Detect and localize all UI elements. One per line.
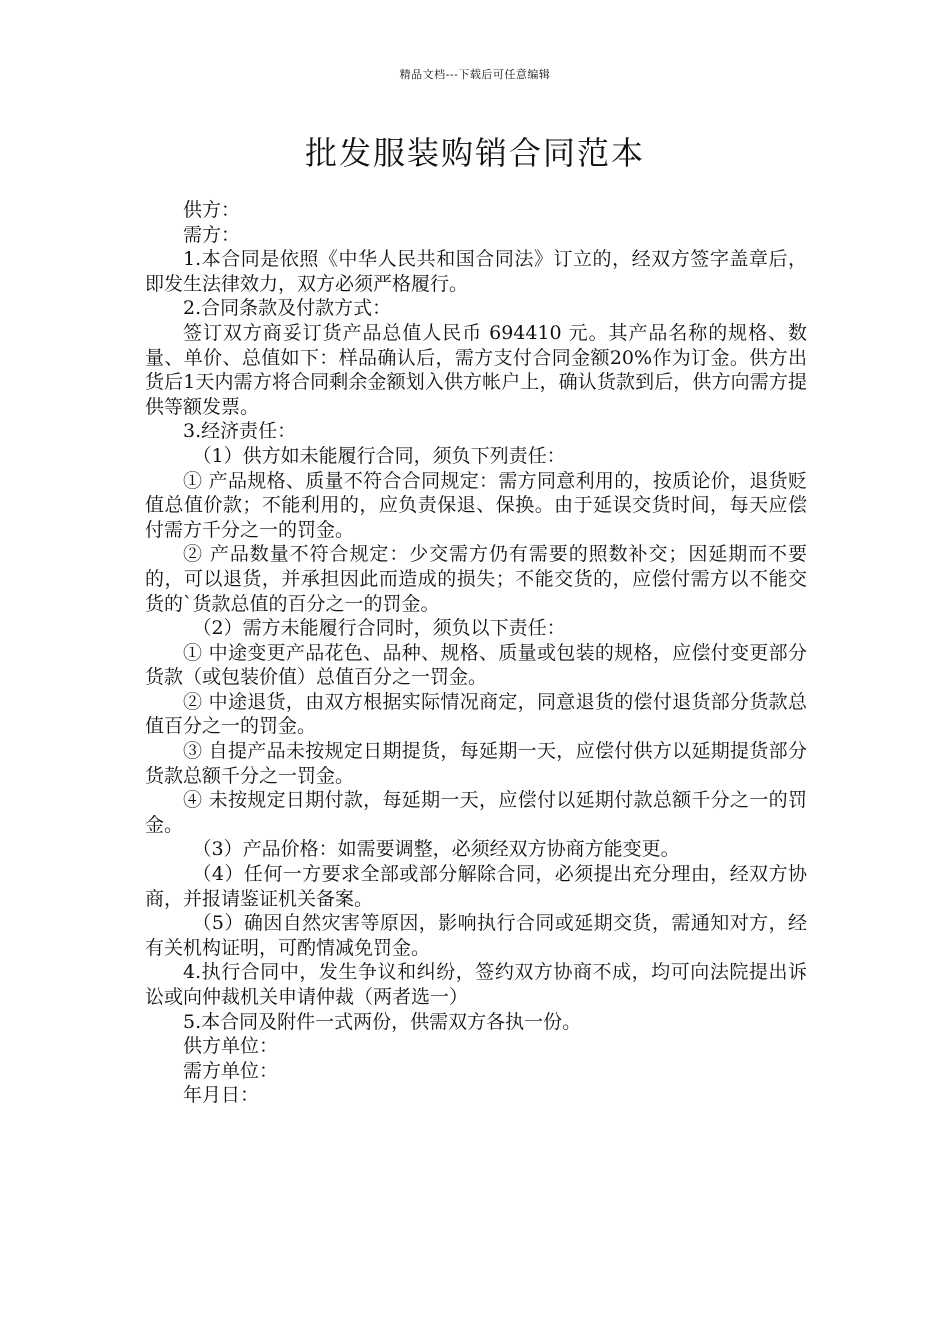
clause-3-2-item-4: ④ 未按规定日期付款，每延期一天，应偿付以延期付款总额千分之一的罚金。: [145, 789, 807, 836]
clause-3-4: （4）任何一方要求全部或部分解除合同，必须提出充分理由，经双方协商，并报请鉴证机关备案。: [145, 863, 807, 910]
clause-3-5: （5）确因自然灾害等原因，影响执行合同或延期交货，需通知对方，经有关机构证明，可酌情减免罚金。: [145, 912, 807, 959]
clause-3-2-item-3: ③ 自提产品未按规定日期提货，每延期一天，应偿付供方以延期提货部分货款总额千分之一罚金。: [145, 740, 807, 787]
clause-1: 1.本合同是依照《中华人民共和国合同法》订立的，经双方签字盖章后，即发生法律效力，双方必须严格履行。: [145, 248, 807, 295]
clause-2-heading: 2.合同条款及付款方式：: [183, 297, 392, 320]
clause-2-body: 签订双方商妥订货产品总值人民币 694410 元。其产品名称的规格、数量、单价、总值如下：样品确认后，需方支付合同金额20%作为订金。供方出货后1天内需方将合同剩余金额划入供方帐户上，确认货款到后，供方向需方提供等额发票。: [145, 321, 807, 418]
document-title: 批发服装购销合同范本: [304, 134, 645, 172]
header-note: 精品文档---下载后可任意编辑: [399, 68, 551, 81]
clause-4: 4.执行合同中，发生争议和纠纷，签约双方协商不成，均可向法院提出诉讼或向仲裁机关申请仲裁（两者选一）: [145, 961, 807, 1008]
buyer-unit-line: 需方单位：: [183, 1059, 279, 1082]
clause-3-1-heading: （1）供方如未能履行合同，须负下列责任：: [192, 444, 566, 467]
clause-3-2-heading: （2）需方未能履行合同时，须负以下责任：: [192, 617, 566, 640]
clause-3-1-item-1: ① 产品规格、质量不符合合同规定：需方同意利用的，按质论价，退货贬值总值价款；不能利用的，应负责保退、保换。由于延误交货时间，每天应偿付需方千分之一的罚金。: [145, 469, 807, 541]
date-line: 年月日：: [183, 1084, 260, 1107]
clause-5: 5.本合同及附件一式两份，供需双方各执一份。: [183, 1010, 582, 1033]
clause-3-heading: 3.经济责任：: [183, 420, 297, 443]
supplier-unit-line: 供方单位：: [183, 1035, 279, 1058]
buyer-line: 需方：: [183, 223, 241, 246]
clause-3-1-item-2: ② 产品数量不符合规定：少交需方仍有需要的照数补交；因延期而不要的，可以退货，并承担因此而造成的损失；不能交货的，应偿付需方以不能交货的`货款总值的百分之一的罚金。: [145, 543, 807, 615]
clause-3-2-item-1: ① 中途变更产品花色、品种、规格、质量或包装的规格，应偿付变更部分货款（或包装价值）总值百分之一罚金。: [145, 641, 807, 689]
clause-3-3: （3）产品价格：如需要调整，必须经双方协商方能变更。: [192, 838, 680, 861]
clause-3-2-item-2: ② 中途退货，由双方根据实际情况商定，同意退货的偿付退货部分货款总值百分之一的罚金。: [145, 690, 807, 738]
supplier-line: 供方：: [183, 199, 241, 221]
document-body: [145, 198, 807, 1108]
